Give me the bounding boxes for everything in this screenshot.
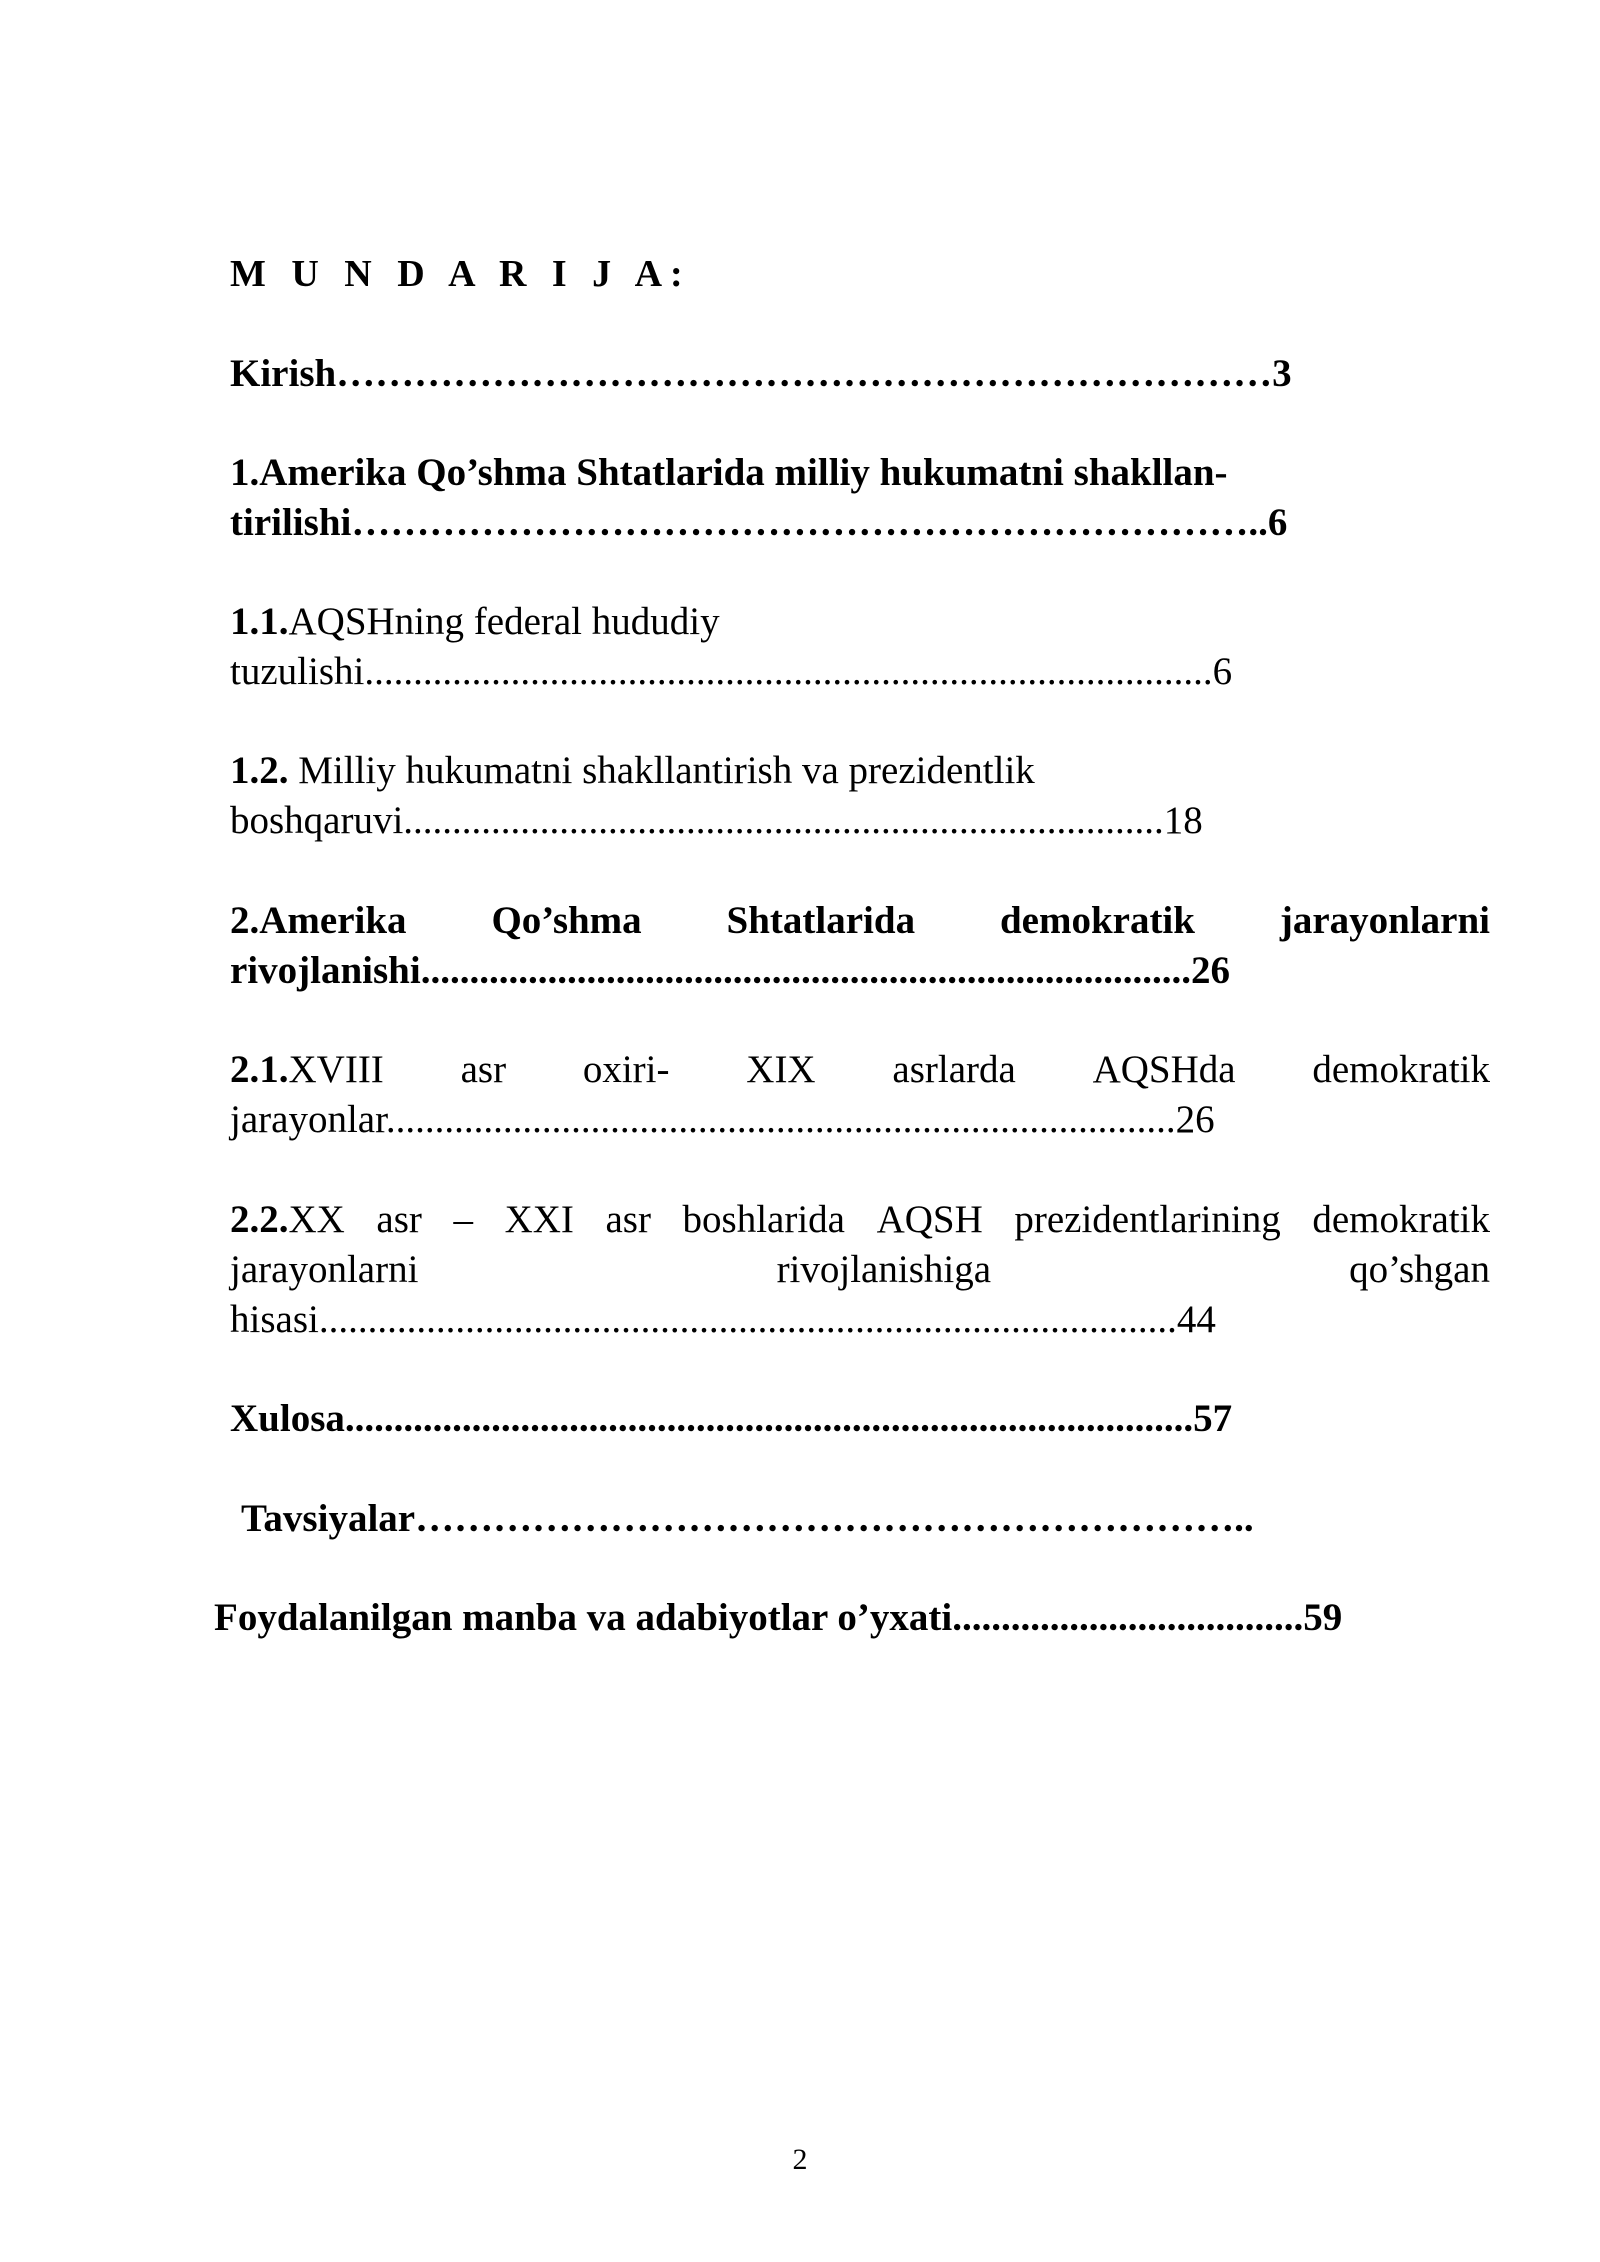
section-title: Milliy hukumatni shakllantirish va prezidentlik — [288, 749, 1035, 792]
word: demokratik — [1312, 1048, 1490, 1091]
word: Qo’shma — [491, 899, 642, 942]
word: AQSH — [876, 1198, 983, 1241]
toc-entry-section-2-1-line-2: jarayonlar.................................................................................26 — [230, 1098, 1215, 1141]
toc-entry-xulosa: Xulosa.......................................................................................57 — [230, 1397, 1233, 1440]
toc-entry-section-1-2-line-2: boshqaruvi..............................................................................18 — [230, 799, 1203, 842]
word: AQSHda — [1092, 1048, 1236, 1091]
word: asr — [460, 1048, 507, 1091]
toc-entry-kirish: Kirish………………………………………………………………3 — [230, 352, 1292, 395]
toc-entry-chapter-2-line-2: rivojlanishi...............................................................................26 — [230, 949, 1230, 992]
word: boshlarida — [682, 1198, 845, 1241]
toc-entry-tavsiyalar: Tavsiyalar……………………………………………………….. — [241, 1497, 1254, 1540]
word: demokratik — [1312, 1198, 1490, 1241]
word: demokratik — [999, 899, 1195, 942]
toc-heading: M U N D A R I J A: — [230, 253, 691, 295]
word: asr — [605, 1198, 651, 1241]
section-number: 1.2. — [230, 749, 289, 792]
word: asrlarda — [892, 1048, 1016, 1091]
toc-entry-section-2-2-line-3: hisasi........................................................................................44 — [230, 1298, 1216, 1341]
word: 2.Amerika — [230, 899, 407, 942]
word-group — [230, 1195, 345, 1245]
word: Shtatlarida — [726, 899, 916, 942]
word: rivojlanishiga — [776, 1248, 992, 1291]
word: oxiri- — [582, 1048, 670, 1091]
toc-entry-section-1-2-line-1 — [230, 746, 1035, 796]
section-title: AQSHning federal hududiy — [288, 600, 720, 643]
section-number: 1.1. — [230, 600, 289, 643]
word: jarayonlarni — [230, 1248, 419, 1291]
toc-entry-chapter-1-line-1: 1.Amerika Qo’shma Shtatlarida milliy hukumatni shakllan- — [230, 451, 1228, 494]
word: XX — [288, 1198, 345, 1241]
toc-entry-references: Foydalanilgan manba va adabiyotlar o’yxati....................................59 — [214, 1596, 1343, 1639]
page-number: 2 — [792, 2143, 808, 2176]
word-group — [230, 1045, 384, 1095]
toc-entry-section-2-2-line-2 — [230, 1245, 1490, 1295]
word: jarayonlarni — [1279, 899, 1490, 942]
word: XXI — [504, 1198, 574, 1241]
toc-entry-section-2-1-line-1 — [230, 1045, 1490, 1095]
toc-entry-section-1-1-line-2: tuzulishi.......................................................................................6 — [230, 650, 1233, 693]
word: XIX — [746, 1048, 816, 1091]
word: asr — [376, 1198, 422, 1241]
toc-entry-section-1-1-line-1 — [230, 597, 720, 647]
word: prezidentlarining — [1014, 1198, 1281, 1241]
word: – — [453, 1198, 473, 1241]
toc-entry-chapter-1-line-2: tirilishi……………………………………………………………..6 — [230, 501, 1288, 544]
toc-entry-chapter-2-line-1 — [230, 896, 1490, 946]
word: XVIII — [288, 1048, 384, 1091]
toc-entry-section-2-2-line-1 — [230, 1195, 1490, 1245]
section-number: 2.2. — [230, 1198, 289, 1241]
section-number: 2.1. — [230, 1048, 289, 1091]
word: qo’shgan — [1349, 1248, 1490, 1291]
